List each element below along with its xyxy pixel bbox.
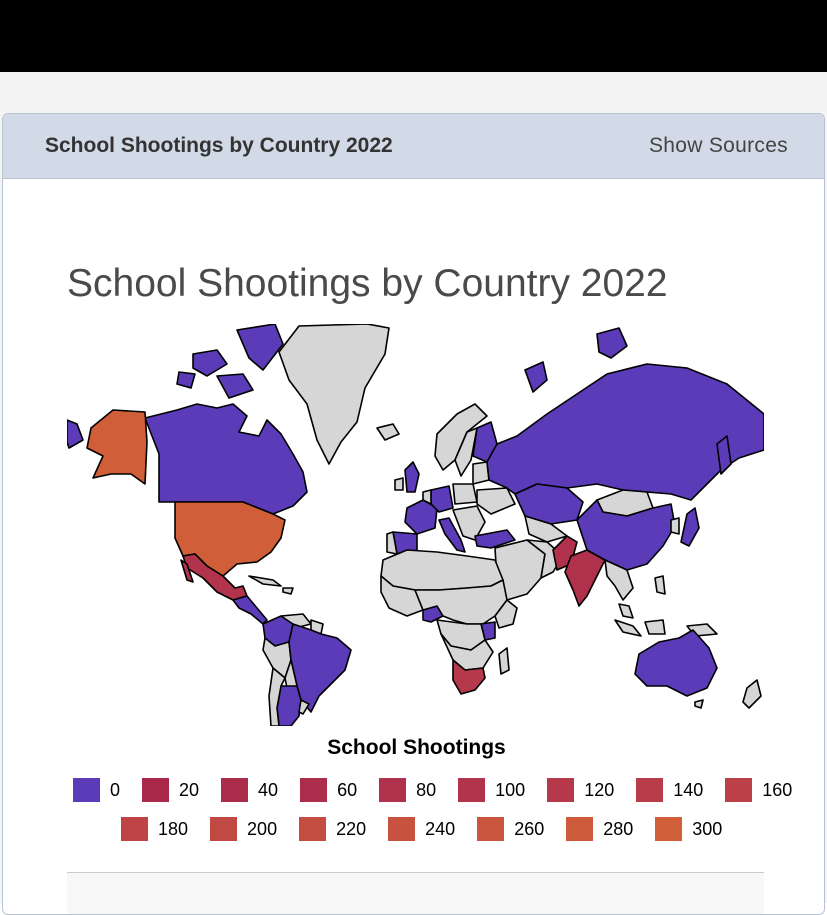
region-canada (145, 404, 307, 514)
region-poland (453, 484, 477, 504)
legend-item[interactable] (73, 778, 120, 802)
legend-swatch (73, 778, 100, 802)
legend-label: 140 (673, 779, 704, 800)
card-header (3, 114, 824, 179)
legend-swatch (547, 778, 574, 802)
chart-card (2, 113, 825, 915)
bottom-panel (67, 873, 764, 915)
region-greenland (279, 324, 389, 464)
legend-item[interactable] (121, 817, 188, 841)
region-canada-islands-3 (217, 374, 253, 398)
legend-label: 40 (258, 779, 279, 800)
legend-item[interactable] (379, 778, 436, 802)
region-west-tip (67, 420, 83, 448)
legend-item[interactable] (210, 817, 277, 841)
legend-label: 280 (603, 818, 634, 839)
legend-swatch (121, 817, 148, 841)
region-canada-islands (237, 324, 283, 370)
region-uk (405, 462, 419, 492)
region-tasmania (695, 700, 703, 708)
legend-item[interactable] (221, 778, 278, 802)
legend-item[interactable] (725, 778, 792, 802)
region-alaska (87, 410, 147, 484)
region-australia (635, 630, 717, 696)
top-black-bar (0, 0, 827, 72)
legend-label: 20 (179, 779, 200, 800)
legend-swatch (300, 778, 327, 802)
region-new-zealand (743, 680, 761, 708)
legend-row-2 (121, 817, 744, 841)
legend-swatch (458, 778, 485, 802)
legend-label: 160 (762, 779, 793, 800)
region-ukraine (477, 488, 515, 514)
legend-label: 200 (247, 818, 278, 839)
region-north-island (597, 328, 627, 358)
legend-item[interactable] (300, 778, 357, 802)
region-philippines (655, 576, 665, 594)
region-iceland (377, 424, 399, 440)
region-north-africa (381, 550, 503, 590)
region-ireland (395, 478, 403, 490)
region-india (565, 550, 605, 606)
legend-swatch (221, 778, 248, 802)
legend-label: 220 (336, 818, 367, 839)
region-central-america (233, 596, 267, 624)
region-korea (671, 518, 679, 534)
legend-swatch (210, 817, 237, 841)
region-canada-islands-2 (193, 350, 227, 376)
legend-swatch (636, 778, 663, 802)
legend-item[interactable] (299, 817, 366, 841)
legend-item[interactable] (566, 817, 633, 841)
legend-label: 100 (495, 779, 526, 800)
legend-swatch (477, 817, 504, 841)
world-map (67, 324, 764, 726)
legend-label: 240 (425, 818, 456, 839)
legend-title: School Shootings (327, 736, 506, 759)
legend-swatch (725, 778, 752, 802)
legend-label: 180 (158, 818, 189, 839)
region-hispaniola (283, 588, 293, 594)
legend-item[interactable] (655, 817, 722, 841)
legend-item[interactable] (142, 778, 199, 802)
legend-swatch (388, 817, 415, 841)
legend-swatch (299, 817, 326, 841)
legend-swatch (142, 778, 169, 802)
region-indonesia-2 (645, 620, 665, 634)
region-japan (681, 508, 699, 546)
region-novaya-zemlya (525, 362, 547, 392)
legend-label: 0 (110, 779, 121, 800)
legend-item[interactable] (458, 778, 525, 802)
card-title: School Shootings by Country 2022 (45, 134, 393, 157)
legend-item[interactable] (388, 817, 455, 841)
legend-swatch (379, 778, 406, 802)
legend-label: 60 (337, 779, 358, 800)
chart-title: School Shootings by Country 2022 (67, 262, 668, 305)
legend-item[interactable] (547, 778, 614, 802)
legend-item[interactable] (477, 817, 544, 841)
legend-row-1 (73, 778, 814, 802)
legend-label: 120 (584, 779, 615, 800)
legend-swatch (655, 817, 682, 841)
legend-label: 300 (692, 818, 723, 839)
region-cuba (249, 576, 281, 586)
region-russia (487, 364, 764, 500)
region-germany (431, 486, 453, 512)
region-malaysia (619, 604, 633, 618)
legend-swatch (566, 817, 593, 841)
legend-label: 260 (514, 818, 545, 839)
show-sources-link[interactable]: Show Sources (648, 134, 788, 157)
region-madagascar (499, 648, 509, 674)
legend-item[interactable] (636, 778, 703, 802)
region-canada-islands-4 (177, 372, 195, 388)
legend-label: 80 (416, 779, 437, 800)
region-indonesia-1 (615, 620, 641, 636)
